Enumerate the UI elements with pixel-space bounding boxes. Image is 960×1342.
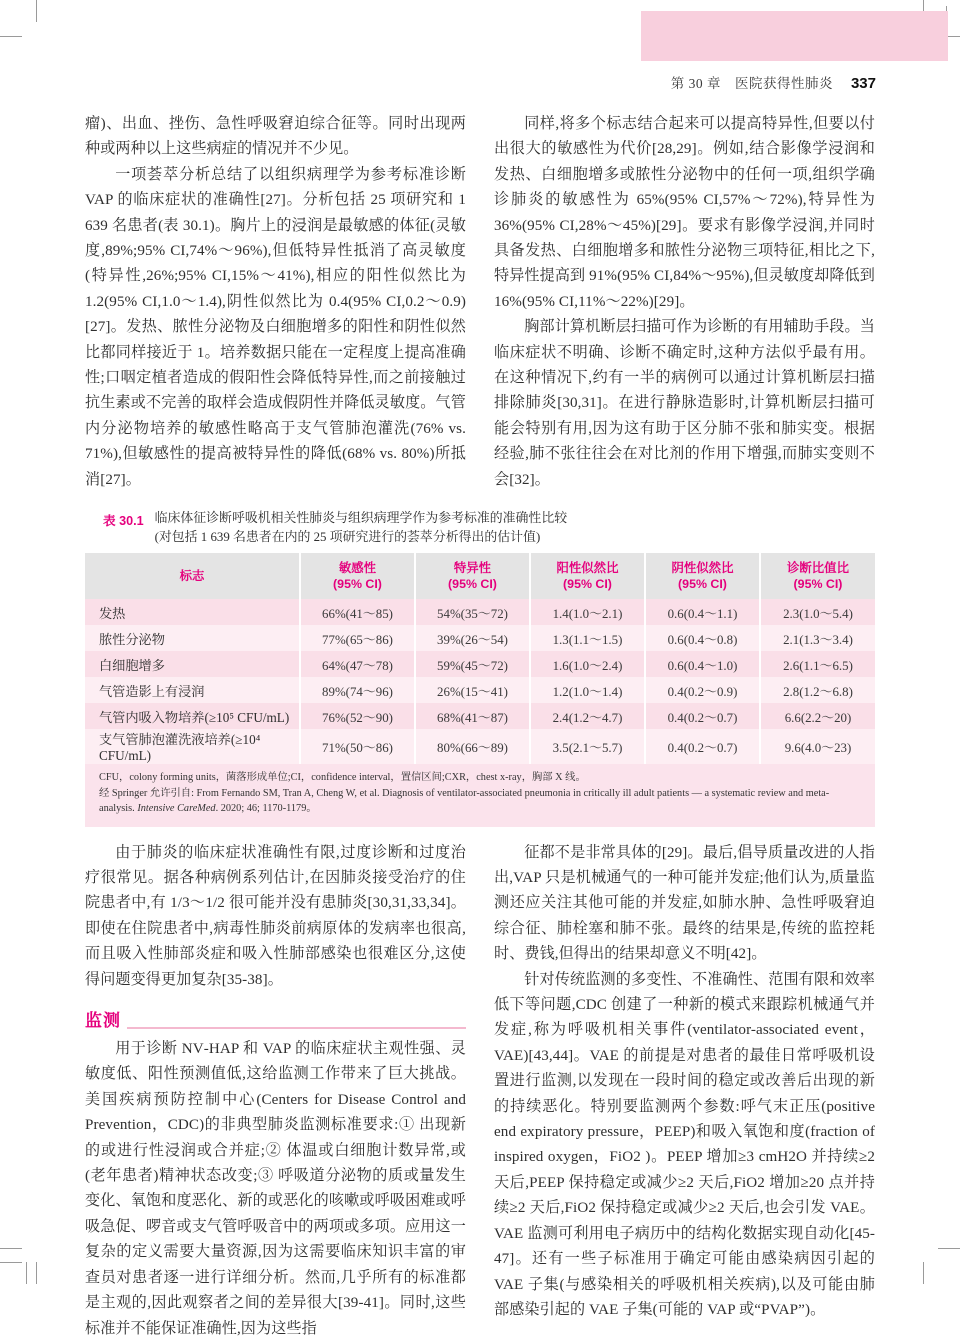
table-row bbox=[85, 703, 875, 729]
paragraph: 征都不是非常具体的[29]。最后,倡导质量改进的人指出,VAP 只是机械通气的一种可能并发症;他们认为,质量监测还应关注其他可能的并发症,如肺水肿、急性呼吸窘迫综合征、肺栓塞和肺不张。最终的结果是,传统的监控耗时、费钱,但得出的结果却意义不明[42]。 bbox=[494, 844, 875, 963]
section-heading-surveillance bbox=[85, 1006, 466, 1031]
section-heading-rule bbox=[85, 1027, 466, 1029]
right-column-lower bbox=[494, 841, 875, 1342]
footnote-source-pre: 经 Springer 允许引自: From Fernando SM, Tran A, Cheng W, et al. Diagnosis of ventilator-associated pneumonia in critically ill adult patients — a systematic review and meta-analysis. bbox=[99, 787, 830, 815]
chapter-thumb-tab bbox=[641, 11, 948, 61]
cell-sensitivity: 71%(50～86) bbox=[300, 729, 415, 764]
table-subtitle: (对包括 1 639 名患者在内的 25 项研究进行的荟萃分析得出的估计值) bbox=[154, 529, 541, 544]
cell-dor: 9.6(4.0～23) bbox=[760, 729, 875, 764]
cell-plr: 1.6(1.0～2.4) bbox=[530, 651, 645, 677]
cell-sensitivity: 77%(65～86) bbox=[300, 625, 415, 651]
column-header-specificity bbox=[415, 553, 530, 599]
table-footnote bbox=[85, 764, 875, 827]
left-column-lower bbox=[85, 841, 466, 1342]
cell-dor: 6.6(2.2～20) bbox=[760, 703, 875, 729]
page-body bbox=[85, 112, 875, 1342]
cell-marker: 气管造影上有浸润 bbox=[85, 677, 300, 703]
accuracy-comparison-table bbox=[85, 553, 875, 764]
footnote-abbreviations: CFU，colony forming units，菌落形成单位;CI，confidence interval，置信区间;CXR，chest x-ray，胸部 X 线。 bbox=[99, 772, 586, 784]
crop-mark-bottom-left-inner-horizontal bbox=[0, 1262, 22, 1263]
cell-sensitivity: 64%(47～78) bbox=[300, 651, 415, 677]
table-row bbox=[85, 625, 875, 651]
cell-dor: 2.8(1.2～6.8) bbox=[760, 677, 875, 703]
cell-specificity: 59%(45～72) bbox=[415, 651, 530, 677]
cell-specificity: 26%(15～41) bbox=[415, 677, 530, 703]
crop-mark-bottom-right-horizontal bbox=[938, 1248, 960, 1249]
header-line-2: (95% CI) bbox=[793, 577, 843, 592]
cell-nlr: 0.4(0.2～0.7) bbox=[645, 703, 760, 729]
paragraph: 用于诊断 NV‐HAP 和 VAP 的临床症状主观性强、灵敏度低、阳性预测值低,这给监测工作带来了巨大挑战。美国疾病预防控制中心(Centers for Disease Control and Prevention，CDC)的非典型肺炎监测标准要求:① 出现新的或进行性浸润或合并症;② 体温或白细胞计数异常,或(老年患者)精神状态改变;③ 呼吸道分泌物的质或量发生变化、氧饱和度恶化、新的或恶化的咳嗽或呼吸困难或呼吸急促、啰音或支气管呼吸音中的两项或多项。应用这一复杂的定义需要大量资源,因为这需要临床知识丰富的审查员对患者逐一进行详细分析。然而,几乎所有的标准都是主观的,因此观察者之间的差异很大[39-41]。同时,这些标准并不能保证准确性,因为这些指 bbox=[85, 1041, 466, 1337]
cell-plr: 1.3(1.1～1.5) bbox=[530, 625, 645, 651]
header-line-1: 标志 bbox=[179, 569, 205, 584]
paragraph: 由于肺炎的临床症状准确性有限,过度诊断和过度治疗很常见。据各种病例系列估计,在因肺炎接受治疗的住院患者中,有 1/3～1/2 很可能并没有患肺炎[30,31,33,34]。即使在住院患者中,病毒性肺炎前病原体的发病率也很高,而且吸入性肺部炎症和吸入性肺部感染也很难区分,这使得问题变得更加复杂[35-38]。 bbox=[85, 844, 466, 988]
cell-dor: 2.3(1.0～5.4) bbox=[760, 599, 875, 625]
footnote-source-post: . 2020; 46; 1170‐1179。 bbox=[215, 803, 317, 815]
table-caption-text bbox=[155, 509, 568, 546]
cell-specificity: 39%(26～54) bbox=[415, 625, 530, 651]
column-header-negative-likelihood-ratio bbox=[645, 553, 760, 599]
footnote-journal-title: Intensive CareMed bbox=[137, 803, 216, 815]
header-line-2: (95% CI) bbox=[678, 577, 727, 592]
cell-dor: 2.6(1.1～6.5) bbox=[760, 651, 875, 677]
table-30-1 bbox=[85, 509, 875, 827]
column-header-diagnostic-odds-ratio bbox=[760, 553, 875, 599]
section-heading-title: 监测 bbox=[85, 1006, 127, 1031]
crop-mark-bottom-left-horizontal bbox=[0, 1248, 22, 1249]
table-header-row bbox=[85, 553, 875, 599]
cell-nlr: 0.6(0.4～1.1) bbox=[645, 599, 760, 625]
cell-specificity: 54%(35～72) bbox=[415, 599, 530, 625]
table-row bbox=[85, 729, 875, 764]
header-line-2: (95% CI) bbox=[563, 577, 612, 592]
cell-dor: 2.1(1.3～3.4) bbox=[760, 625, 875, 651]
table-body bbox=[85, 599, 875, 764]
cell-nlr: 0.6(0.4～0.8) bbox=[645, 625, 760, 651]
header-line-1: 诊断比值比 bbox=[787, 561, 849, 576]
cell-marker: 气管内吸入物培养(≥10⁵ CFU/mL) bbox=[85, 703, 300, 729]
cell-plr: 2.4(1.2～4.7) bbox=[530, 703, 645, 729]
paragraph: 瘤)、出血、挫伤、急性呼吸窘迫综合征等。同时出现两种或两种以上这些病症的情况并不少见。 bbox=[85, 116, 466, 158]
page-number: 337 bbox=[850, 75, 876, 92]
crop-mark-bottom-left-inner-vertical bbox=[26, 1262, 27, 1284]
header-line-2: (95% CI) bbox=[448, 577, 497, 592]
running-head-chapter: 第 30 章 医院获得性肺炎 bbox=[670, 76, 833, 91]
paragraph: 针对传统监测的多变性、不准确性、范围有限和效率低下等问题,CDC 创建了一种新的模式来跟踪机械通气并发症,称为呼吸机相关事件(ventilator-associated event，VAE)[43,44]。VAE 的前提是对患者的最佳日常呼吸机设置进行监测,以发现在一段时间的稳定或改善后出现的新的持续恶化。特别要监测两个参数:呼气末正压(positive end expiratory pressure，PEEP)和吸入氧饱和度(fraction of inspired oxygen，FiO2 )。PEEP 增加≥3 cmH2O 并持续≥2 天后,PEEP 保持稳定或减少≥2 天后,FiO2 增加≥20 点并持续≥2 天后,FiO2 保持稳定或减少≥2 天后,也会引发 VAE。VAE 监测可利用电子病历中的结构化数据实现自动化[45-47]。还有一些子标准用于确定可能由感染病因引起的 VAE 子集(与感染相关的呼吸机相关疾病),以及可能由肺部感染引起的 VAE 子集(可能的 VAP 或“PVAP”)。 bbox=[494, 971, 875, 1318]
crop-mark-top-left-horizontal bbox=[0, 36, 22, 37]
cell-sensitivity: 89%(74～96) bbox=[300, 677, 415, 703]
header-line-1: 阳性似然比 bbox=[556, 561, 619, 576]
cell-specificity: 68%(41～87) bbox=[415, 703, 530, 729]
cell-marker: 脓性分泌物 bbox=[85, 625, 300, 651]
cell-plr: 3.5(2.1～5.7) bbox=[530, 729, 645, 764]
upper-columns bbox=[85, 112, 875, 493]
header-line-2: (95% CI) bbox=[333, 577, 382, 592]
cell-plr: 1.4(1.0～2.1) bbox=[530, 599, 645, 625]
crop-mark-top-left-vertical bbox=[36, 0, 37, 22]
lower-columns bbox=[85, 841, 875, 1342]
cell-nlr: 0.4(0.2～0.7) bbox=[645, 729, 760, 764]
header-line-1: 敏感性 bbox=[338, 561, 377, 576]
cell-marker: 支气管肺泡灌洗液培养(≥10⁴ CFU/mL) bbox=[85, 729, 300, 764]
table-head bbox=[85, 553, 875, 599]
cell-nlr: 0.4(0.2～0.9) bbox=[645, 677, 760, 703]
paragraph: 同样,将多个标志结合起来可以提高特异性,但要以付出很大的敏感性为代价[28,29]。例如,结合影像学浸润和发热、白细胞增多或脓性分泌物中的任何一项,组织学确诊肺炎的敏感性为 65%(95% CI,57%～72%),特异性为 36%(95% CI,28%～45%)[29]。要求有影像学浸润,并同时具备发热、白细胞增多和脓性分泌物三项特征,相比之下,特异性提高到 91%(95% CI,84%～95%),但灵敏度却降低到 16%(95% CI,11%～22%)[29]。 bbox=[494, 116, 875, 310]
cell-marker: 发热 bbox=[85, 599, 300, 625]
right-column-upper bbox=[494, 112, 875, 493]
left-column-upper bbox=[85, 112, 466, 493]
column-header-marker bbox=[85, 553, 300, 599]
column-header-positive-likelihood-ratio bbox=[530, 553, 645, 599]
table-title: 临床体征诊断呼吸机相关性肺炎与组织病理学作为参考标准的准确性比较 bbox=[154, 511, 568, 526]
cell-specificity: 80%(66～89) bbox=[415, 729, 530, 764]
header-line-1: 阴性似然比 bbox=[671, 561, 734, 576]
table-caption bbox=[85, 509, 875, 546]
cell-plr: 1.2(1.0～1.4) bbox=[530, 677, 645, 703]
table-row bbox=[85, 651, 875, 677]
crop-mark-bottom-right-vertical bbox=[923, 1262, 924, 1284]
header-line-1: 特异性 bbox=[453, 561, 492, 576]
cell-nlr: 0.6(0.4～1.0) bbox=[645, 651, 760, 677]
crop-mark-bottom-left-vertical bbox=[36, 1262, 37, 1284]
cell-sensitivity: 76%(52～90) bbox=[300, 703, 415, 729]
table-row bbox=[85, 677, 875, 703]
table-row bbox=[85, 599, 875, 625]
paragraph: 胸部计算机断层扫描可作为诊断的有用辅助手段。当临床症状不明确、诊断不确定时,这种方法似乎最有用。在这种情况下,约有一半的病例可以通过计算机断层扫描排除肺炎[30,31]。在进行静脉造影时,计算机断层扫描可能会特别有用,因为这有助于区分肺不张和肺实变。根据经验,肺不张往往会在对比剂的作用下增强,而肺实变则不会[32]。 bbox=[494, 319, 875, 488]
table-number: 表 30.1 bbox=[103, 514, 144, 529]
cell-marker: 白细胞增多 bbox=[85, 651, 300, 677]
running-head bbox=[0, 72, 876, 93]
cell-sensitivity: 66%(41～85) bbox=[300, 599, 415, 625]
paragraph: 一项荟萃分析总结了以组织病理学为参考标准诊断 VAP 的临床症状的准确性[27]。分析包括 25 项研究和 1 639 名患者(表 30.1)。胸片上的浸润是最敏感的体征(灵敏度,89%;95% CI,74%～96%),但低特异性抵消了高灵敏度(特异性,26%;95% CI,15%～41%),相应的阳性似然比为 1.2(95% CI,1.0～1.4),阴性似然比为 0.4(95% CI,0.2～0.9)[27]。发热、脓性分泌物及白细胞增多的阳性和阴性似然比都同样接近于 1。培养数据只能在一定程度上提高准确性;口咽定植者造成的假阳性会降低特异性,而之前接触过抗生素或不完善的取样会造成假阴性并降低灵敏度。气管内分泌物培养的敏感性略高于支气管肺泡灌洗(76% vs. 71%),但敏感性的提高被特异性的降低(68% vs. 80%)所抵消[27]。 bbox=[85, 166, 466, 488]
column-header-sensitivity bbox=[300, 553, 415, 599]
